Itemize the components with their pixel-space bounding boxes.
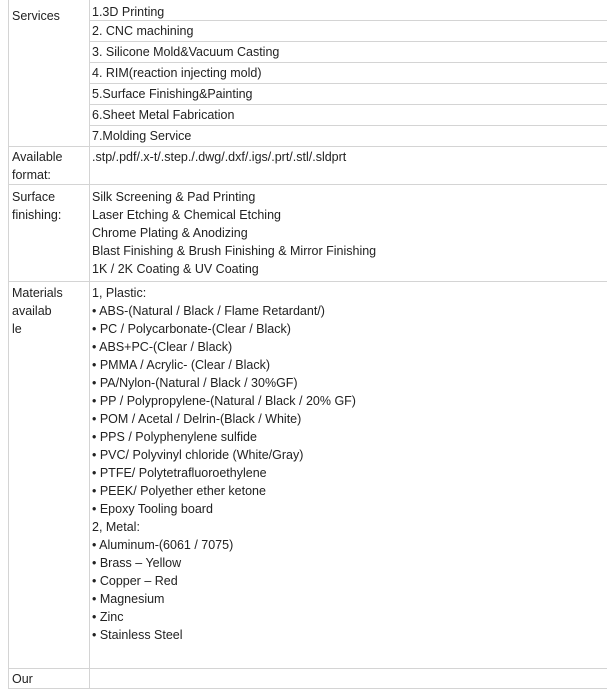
materials-list — [90, 282, 607, 669]
material-item: • PVC/ Polyvinyl chloride (White/Gray) — [92, 446, 607, 464]
materials-row — [9, 282, 607, 669]
finishing-item: 1K / 2K Coating & UV Coating — [92, 260, 607, 278]
service-item: 7.Molding Service — [90, 126, 607, 146]
service-item: 2. CNC machining — [90, 21, 607, 42]
finishing-item: Silk Screening & Pad Printing — [92, 188, 607, 206]
services-list — [90, 0, 607, 147]
materials-heading-metal: 2, Metal: — [92, 518, 607, 536]
next-row-label: Our — [9, 669, 90, 689]
service-item: 6.Sheet Metal Fabrication — [90, 105, 607, 126]
service-item: 5.Surface Finishing&Painting — [90, 84, 607, 105]
spec-table — [8, 0, 607, 689]
service-item: 1.3D Printing — [90, 0, 607, 21]
materials-label: Materials availab le — [9, 282, 90, 669]
service-item: 3. Silicone Mold&Vacuum Casting — [90, 42, 607, 63]
finishing-item: Laser Etching & Chemical Etching — [92, 206, 607, 224]
material-item: • PP / Polypropylene-(Natural / Black / 20% GF) — [92, 392, 607, 410]
material-item: • Zinc — [92, 608, 607, 626]
format-label: Available format: — [9, 147, 90, 185]
material-item: • Brass – Yellow — [92, 554, 607, 572]
finishing-label: Surface finishing: — [9, 185, 90, 282]
material-item: • ABS-(Natural / Black / Flame Retardant/) — [92, 302, 607, 320]
material-item: • PMMA / Acrylic- (Clear / Black) — [92, 356, 607, 374]
material-item: • Stainless Steel — [92, 626, 607, 644]
material-item: • Aluminum-(6061 / 7075) — [92, 536, 607, 554]
material-item: • PA/Nylon-(Natural / Black / 30%GF) — [92, 374, 607, 392]
finishing-row — [9, 185, 607, 282]
material-item: • Magnesium — [92, 590, 607, 608]
format-row — [9, 147, 607, 185]
next-row — [9, 669, 607, 689]
material-item: • Copper – Red — [92, 572, 607, 590]
services-label: Services — [9, 0, 90, 147]
material-item: • ABS+PC-(Clear / Black) — [92, 338, 607, 356]
material-item: • PC / Polycarbonate-(Clear / Black) — [92, 320, 607, 338]
material-item: • PPS / Polyphenylene sulfide — [92, 428, 607, 446]
material-item: • PEEK/ Polyether ether ketone — [92, 482, 607, 500]
finishing-list — [90, 185, 607, 282]
service-item: 4. RIM(reaction injecting mold) — [90, 63, 607, 84]
finishing-item: Chrome Plating & Anodizing — [92, 224, 607, 242]
material-item: • PTFE/ Polytetrafluoroethylene — [92, 464, 607, 482]
finishing-item: Blast Finishing & Brush Finishing & Mirror Finishing — [92, 242, 607, 260]
services-row — [9, 0, 607, 147]
format-value: .stp/.pdf/.x-t/.step./.dwg/.dxf/.igs/.prt/.stl/.sldprt — [90, 147, 607, 185]
material-item: • Epoxy Tooling board — [92, 500, 607, 518]
materials-heading-plastic: 1, Plastic: — [92, 284, 607, 302]
material-item: • POM / Acetal / Delrin-(Black / White) — [92, 410, 607, 428]
